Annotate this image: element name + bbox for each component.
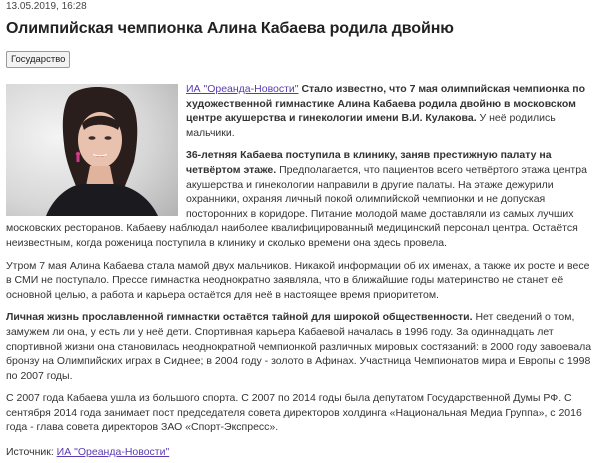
article-body [6,82,594,460]
source-footer [6,445,594,460]
paragraph-3 [6,259,594,303]
source-link-inline[interactable]: ИА "Ореанда-Новости" [186,83,299,95]
p2-bold: 36-летняя Кабаева поступила в клинику, заняв престижную палату на четвёртом этаже. [186,149,552,176]
publish-date: 13.05.2019, 16:28 [6,1,87,12]
paragraph-5 [6,391,594,435]
p5-text: С 2007 года Кабаева ушла из большого спорта. С 2007 по 2014 годы была депутатом Государственной Думы РФ. С сентября 2014 года занимает пост председателя совета директоров холдинга «Национальная Медиа Группа», с 2016 года - глава совета директоров ЗАО «Спорт-Экспресс». [6,392,582,434]
p1-text: У неё родились мальчики. [186,112,556,139]
article-photo [6,84,178,216]
article-title: Олимпийская чемпионка Алина Кабаева родила двойню [6,20,454,37]
article-page [0,1,600,463]
portrait-image [6,84,178,216]
paragraph-4 [6,310,594,383]
p2-text: Предполагается, что пациентов всего четвёртого этажа центра акушерства и гинекологии направили в другие палаты. На этаже дежурили охранники, охраняя личный покой олимпийской чемпионки и не допуская посторонних в коридоре. Питание молодой маме доставляли из самых лучших московских ресторанов. Кабаеву наблюдал наиболее квалифицированный медицинский персонал центра. Остаётся неизвестным, когда роженица поступила в клинику и сколько времени она здесь провела. [6,163,587,249]
p3-text: Утром 7 мая Алина Кабаева стала мамой двух мальчиков. Никакой информации об их именах, а также их росте и весе в СМИ не поступало. Прессе гимнастка неоднократно заявляла, что в ближайшие годы материнство не станет её основной целью, а работа и карьера остаётся для неё в настоящее время приоритетом. [6,259,590,301]
p4-text: Нет сведений о том, замужем ли она, у есть ли у неё дети. Спортивная карьера Кабаевой началась в 1996 году. За одиннадцать лет спортивной жизни она становилась неоднократной чемпионкой различных мировых состязаний: в 2000 году завоевала бронзу на Олимпийских играх в Сиднее; в 2004 году - золото в Афинах. Участница Чемпионатов мира и Европы с 1998 по 2007 годы. [6,311,592,382]
source-link-footer[interactable]: ИА "Ореанда-Новости" [56,446,170,459]
p1-bold: Стало известно, что 7 мая олимпийская чемпионка по художественной гимнастике Алина Кабаева родила двойню в московском центре акушерства и гинекологии имени В.И. Кулакова. [186,83,585,125]
p4-bold: Личная жизнь прославленной гимнастки остаётся тайной для широкой общественности. [6,311,473,324]
source-label: Источник: [6,446,57,459]
category-tag[interactable]: Государство [6,51,70,68]
